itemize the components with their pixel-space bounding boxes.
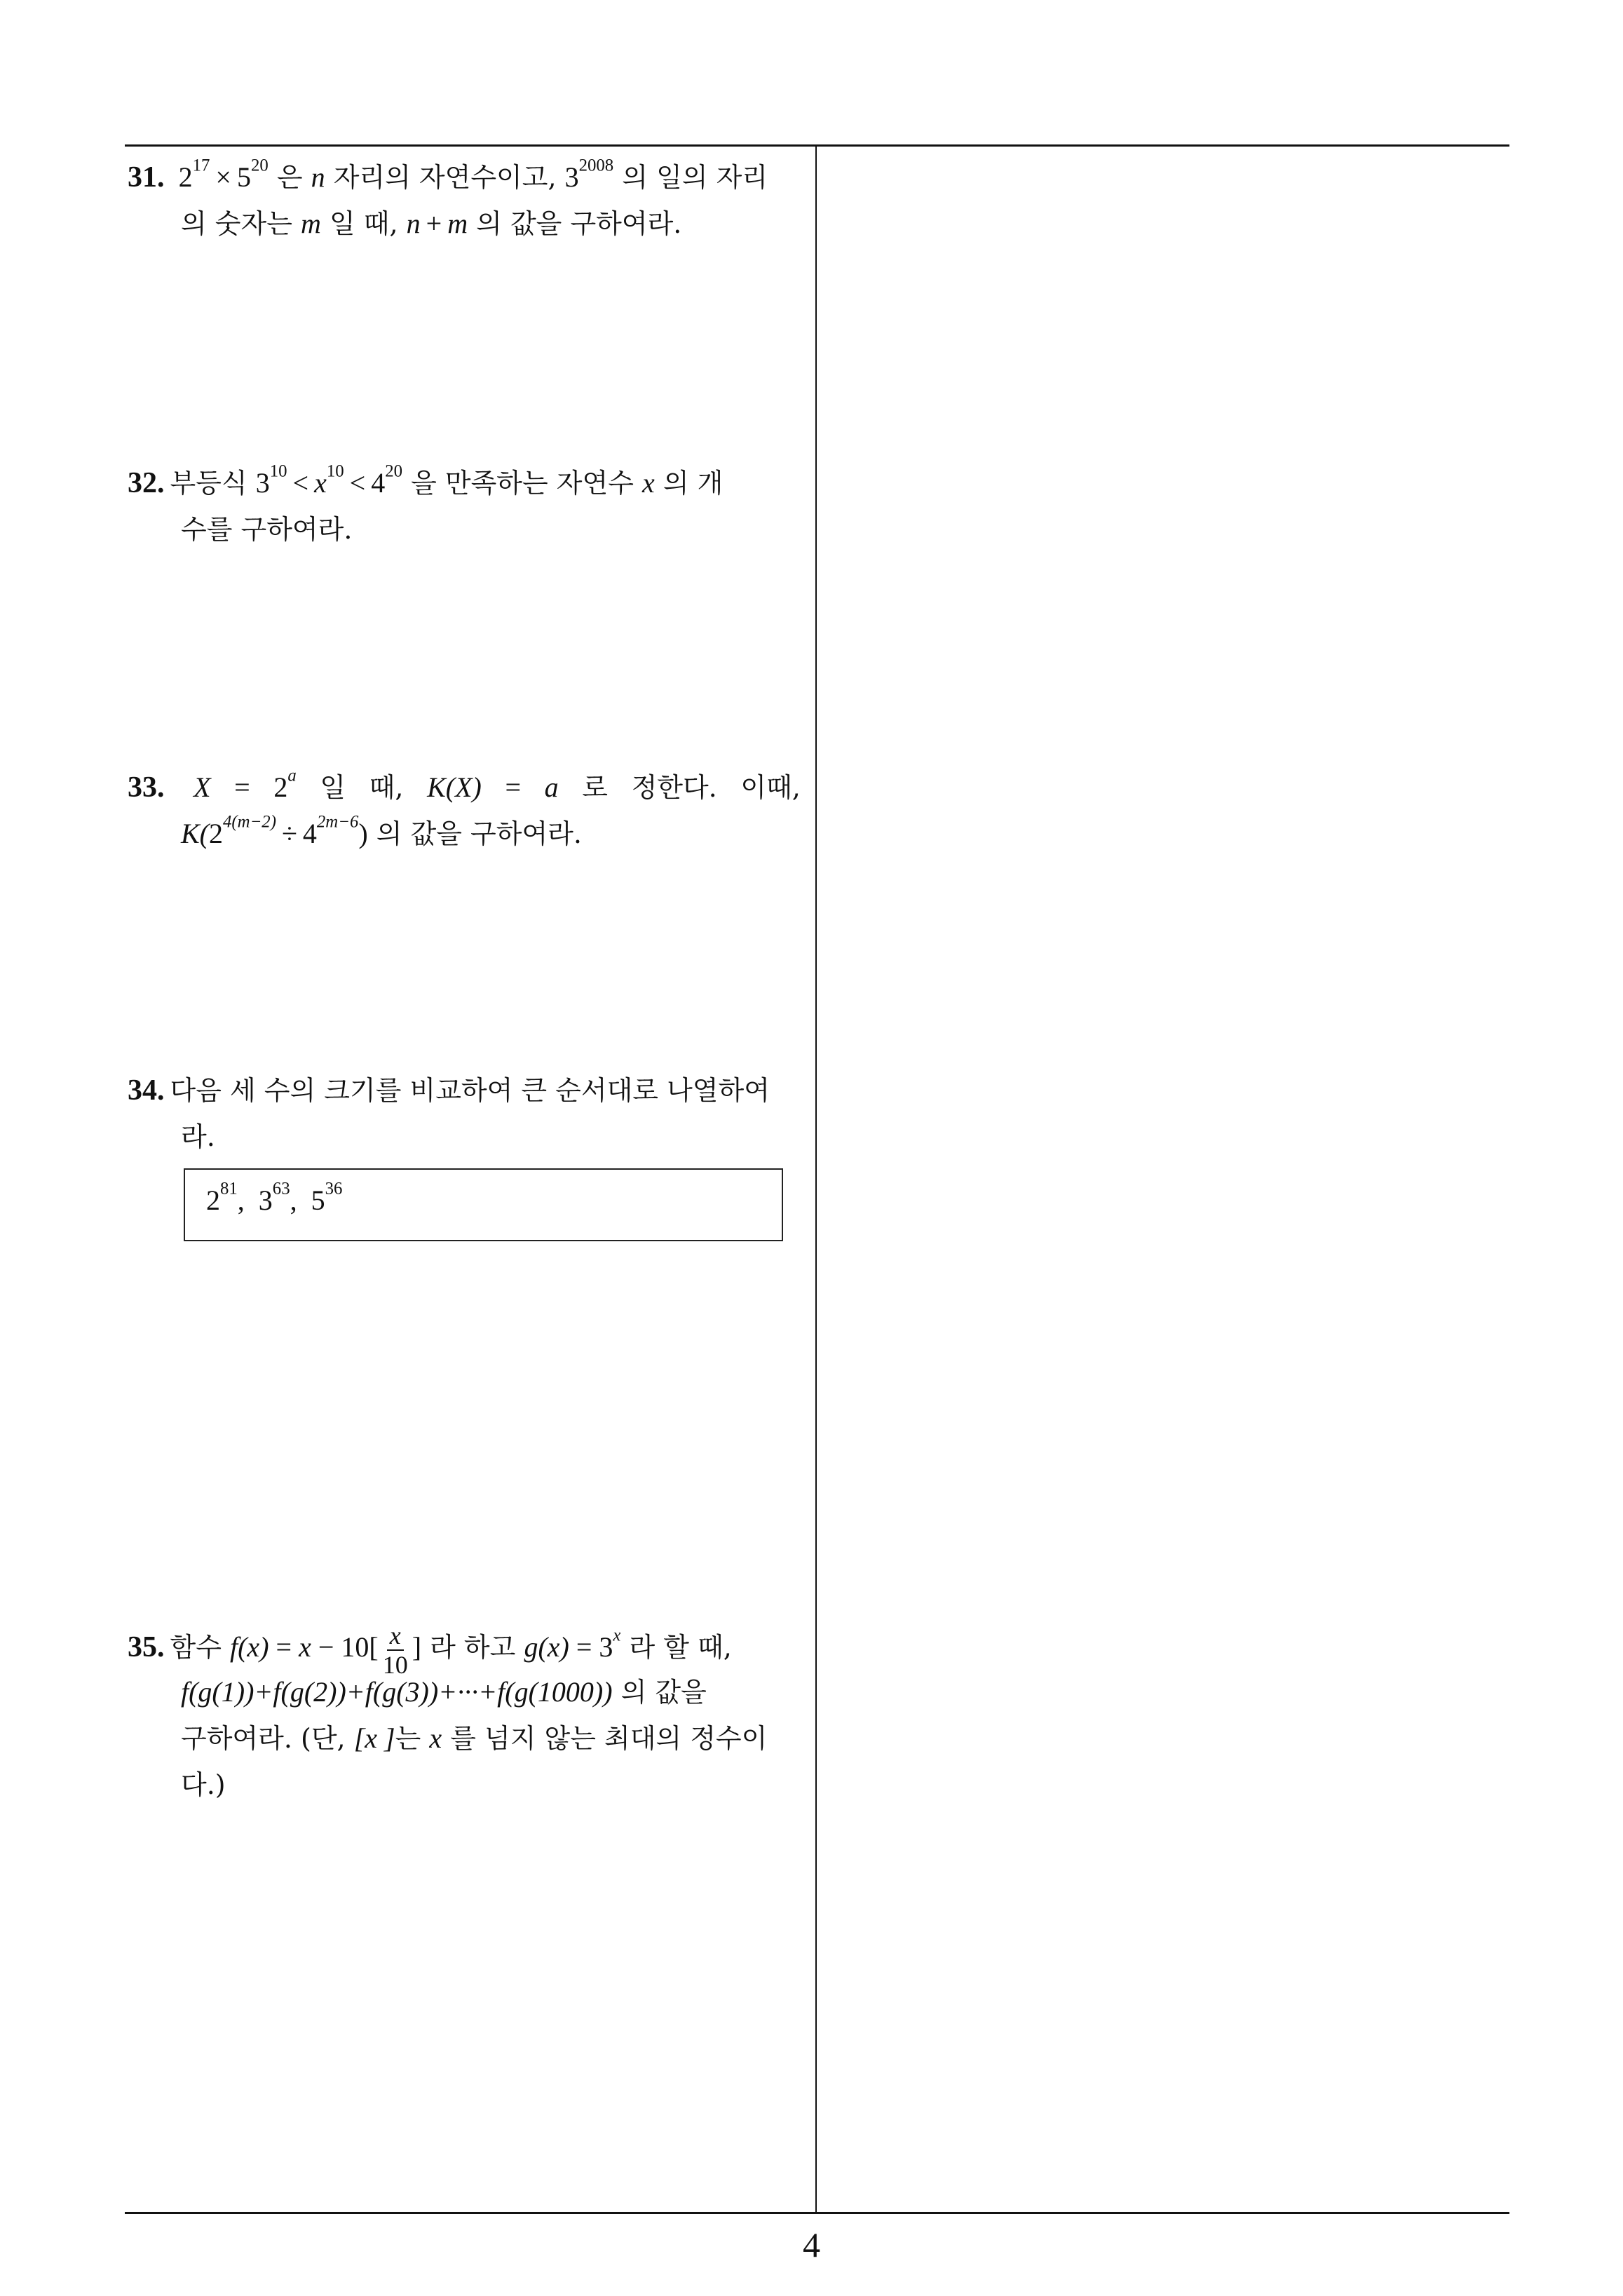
problem-32-line-1: 32. 부등식 $3^{10} < x^{10} < 4^{20}$ 을 만족하는 자연수 x 의 개 — [128, 461, 724, 499]
sum-expression: f(g(1))+f(g(2))+f(g(3))+···+f(g(1000)) — [181, 1676, 613, 1708]
fraction: $\frac{x}{10}$ — [382, 1621, 408, 1679]
problem-34-line-2: 라. — [181, 1121, 215, 1152]
problem-number: 32. — [128, 467, 165, 499]
number-list: $2^{81}$, $3^{63}$, $5^{36}$ — [206, 1179, 343, 1216]
problem-31-line-1: 31. $2^{17} \times 5^{20}$ 은 n 자리의 자연수이고, $3^{2008}$ 의 일의 자리 — [128, 156, 768, 194]
problem-number: 31. — [128, 161, 165, 194]
problem-35-line-4: 다.) — [181, 1769, 226, 1800]
top-rule — [125, 144, 1509, 147]
problem-33-line-1: 33. X = 2$^a$ 일 때, K(X) = a 로 정한다. 이때, — [128, 764, 801, 811]
page-number: 4 — [803, 2225, 820, 2264]
problem-35-line-1: 35. 함수 f(x) = x − 10[ $\frac{x}{10}$ ] 라 하고 $g(x) = 3^x$ 라 할 때, — [128, 1621, 732, 1679]
math-term: $2^{17} \times 5^{20}$ — [178, 156, 269, 193]
problem-31 — [128, 154, 801, 247]
math-term: $3^{2008}$ — [564, 156, 614, 193]
problem-35-line-3: 구하여라. (단, [x ]는 x 를 넘지 않는 최대의 정수이 — [181, 1722, 768, 1754]
math-expression: $K(2^{4(m-2)} \div 4^{2m-6})$ — [181, 812, 368, 849]
bottom-rule — [125, 2212, 1509, 2214]
problem-33 — [128, 764, 801, 857]
problem-33-line-2: $K(2^{4(m-2)} \div 4^{2m-6})$ 의 값을 구하여라. — [181, 812, 582, 849]
problem-number: 33. — [128, 771, 165, 804]
problem-32 — [128, 460, 801, 553]
problem-number: 35. — [128, 1631, 165, 1664]
math-inequality: $3^{10} < x^{10} < 4^{20}$ — [255, 461, 402, 499]
problem-31-line-2: 의 숫자는 m 일 때, n + m 의 값을 구하여라. — [181, 208, 682, 239]
problem-35-line-2: f(g(1))+f(g(2))+f(g(3))+···+f(g(1000)) 의 값을 — [181, 1676, 707, 1708]
column-divider — [815, 144, 817, 2213]
problem-32-line-2: 수를 구하여라. — [181, 514, 353, 545]
problem-number: 34. — [128, 1074, 165, 1107]
problem-35 — [128, 1623, 801, 1808]
function-definition: f(x) = x − 10[ $\frac{x}{10}$ ] — [230, 1621, 422, 1679]
problem-34-line-1: 34. 다음 세 수의 크기를 비교하여 큰 순서대로 나열하여 — [128, 1074, 770, 1107]
problem-34-number-box — [184, 1168, 783, 1241]
problem-34 — [128, 1067, 801, 1160]
